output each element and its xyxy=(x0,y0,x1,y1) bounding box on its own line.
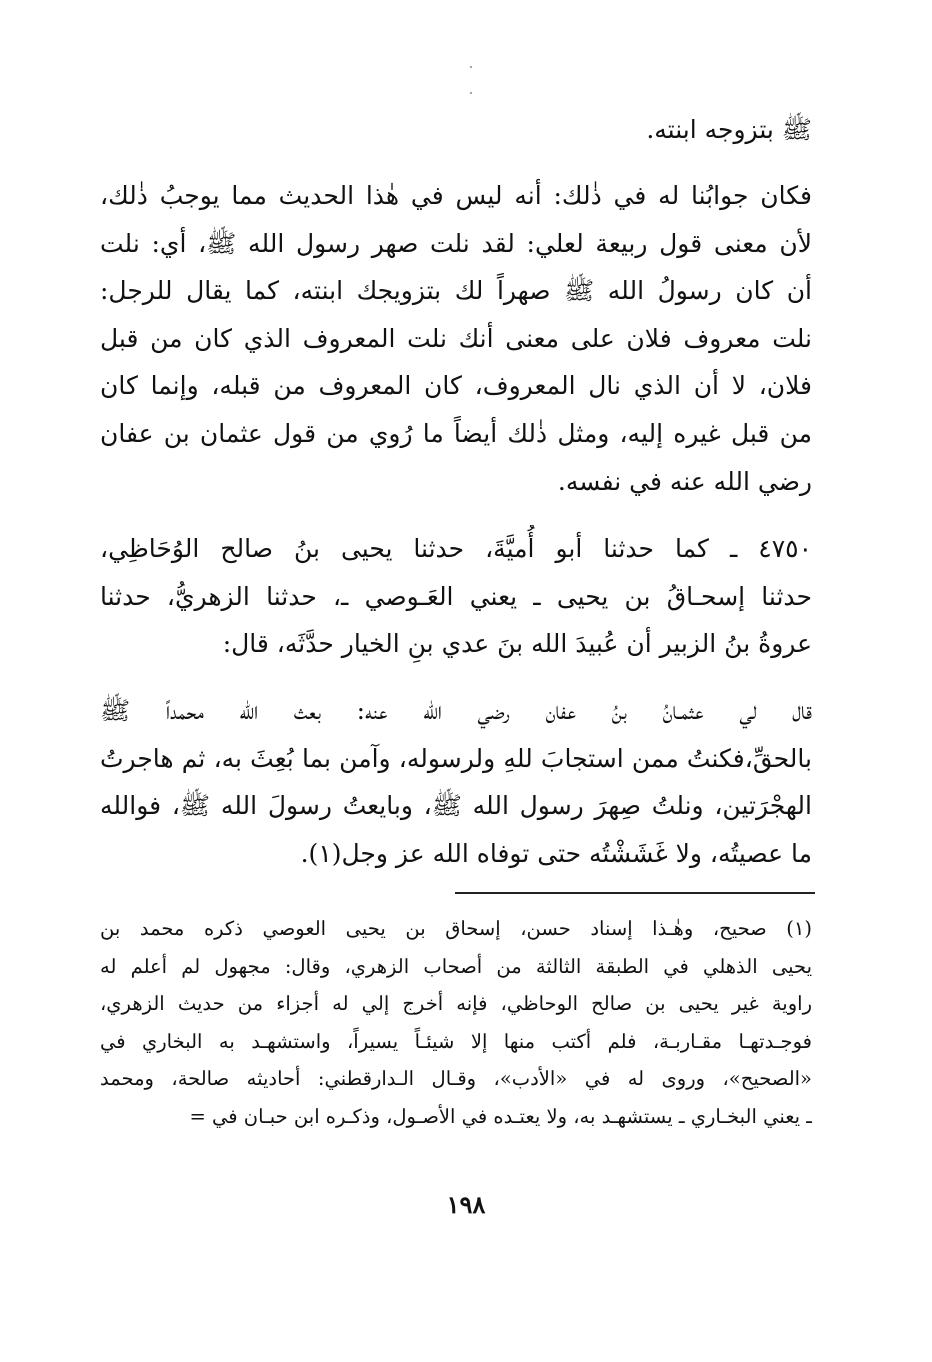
text-line: ما عصيتُه، ولا غَشَشْتُه حتى توفاه الله عز وجل(١). xyxy=(300,838,812,868)
footnotes xyxy=(100,910,812,1135)
continuation-line xyxy=(100,106,812,154)
text-line: فلان، لا أن الذي نال المعروف، كان المعروف من قبله، وإنما كان xyxy=(100,371,812,401)
footnote-line: يحيى الذهلي في الطبقة الثالثة من أصحاب الزهري، وقال: مجهول لم أعلم له xyxy=(100,954,812,978)
paragraph-hadith-chain xyxy=(100,525,812,668)
footnote-line: فوجـدتهـا مقـاربـة، فلم أكتب منها إلا شيئـاً يسيراً، واستشهـد به البخاري في xyxy=(100,1029,812,1053)
text-line: لأن معنى قول ربيعة لعلي: لقد نلت صهر رسول الله ﷺ، أي: نلت xyxy=(100,228,812,258)
text-line: بالحقِّ،فكنتُ ممن استجابَ للهِ ولرسوله، وآمن بما بُعِثَ به، ثم هاجرتُ xyxy=(100,743,812,773)
footnote-line: راوية غير يحيى بن صالح الوحاظي، فإنه أخرج إلي له أجزاء من حديث الزهري، xyxy=(100,992,812,1015)
scan-speck xyxy=(470,66,472,68)
text-line: نلت معروف فلان على معنى أنك نلت المعروف الذي كان من قبل xyxy=(100,323,812,353)
text-line: ﷺ بتزوجه ابنته. xyxy=(646,115,812,144)
footnote-divider xyxy=(455,892,815,894)
paragraph-hadith-text xyxy=(100,687,812,877)
footnote-line: ـ يعني البخـاري ـ يستشهـد به، ولا يعتـده في الأصـول، وذكـره ابن حبـان في = xyxy=(189,1104,812,1128)
footnote-line: (١) صحيح، وهٰـذا إسناد حسن، إسحاق بن يحيى العوصي ذكره محمد بن xyxy=(100,917,812,940)
text-line: الهجْرَتين، ونلتُ صِهرَ رسول الله ﷺ، وبايعتُ رسولَ الله ﷺ، فوالله xyxy=(100,791,812,821)
page-number: ١٩٨ xyxy=(446,1190,486,1219)
text-line: حدثنا إسحـاقُ بن يحيى ـ يعني العَـوصي ـ، حدثنا الزهريُّ، حدثنا xyxy=(100,581,812,611)
text-line: عروةُ بنُ الزبير أن عُبيدَ الله بنَ عدي بنِ الخيار حدَّثَه، قال: xyxy=(222,629,812,659)
text-line: قال لي عثمـانُ بنُ عفان رضي الله عنه: بعث الله محمداً ﷺ xyxy=(100,696,812,725)
footnote-line: «الصحيح»، وروى له في «الأدب»، وقـال الـدارقطني: أحاديثه صالحة، ومحمد xyxy=(100,1067,812,1090)
text-line: فكان جوابُنا له في ذٰلك: أنه ليس في هٰذا الحديث مما يوجبُ ذٰلك، xyxy=(100,181,812,210)
text-line: أن كان رسولُ الله ﷺ صهراً لك بتزويجك ابنته، كما يقال للرجل: xyxy=(100,276,812,306)
text-line: ٤٧٥٠ ـ كما حدثنا أبو أُميَّةَ، حدثنا يحيى بنُ صالح الوُحَاظِي، xyxy=(100,534,812,563)
scan-speck xyxy=(470,92,472,94)
text-line: رضي الله عنه في نفسه. xyxy=(557,466,812,496)
text-line: من قبل غيره إليه، ومثل ذٰلك أيضاً ما رُوي من قول عثمان بن عفان xyxy=(100,418,812,448)
paragraph-commentary xyxy=(100,172,812,505)
